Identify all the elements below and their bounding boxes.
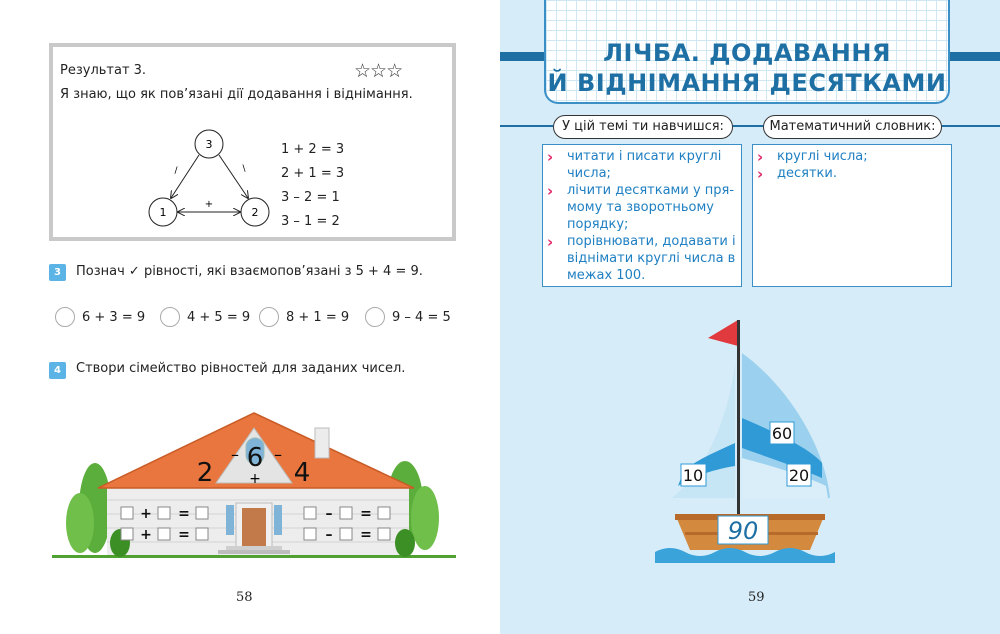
house-plus: +: [249, 471, 261, 487]
house-number-left: 2: [196, 458, 214, 488]
house-illustration: [50, 408, 460, 563]
learn-panel: [542, 144, 742, 287]
op-eq: =: [178, 506, 190, 522]
house-minus-left: –: [231, 445, 239, 464]
sail-number-right: 20: [788, 466, 810, 485]
option-label: 9 – 4 = 5: [392, 309, 451, 325]
chapter-title: [546, 38, 948, 98]
learn-label: У цій темі ти навчишся:: [553, 115, 733, 139]
option-4: [365, 307, 451, 327]
title-stripe-right: [948, 52, 1000, 61]
op-minus: –: [325, 527, 333, 543]
option-label: 6 + 3 = 9: [82, 309, 146, 325]
learn-item: › читати і писати круглі числа;: [543, 148, 741, 182]
result-text: Я знаю, що як пов’язані дії додавання і віднімання.: [60, 87, 413, 102]
sign-left: /: [174, 166, 178, 176]
op-eq: =: [360, 527, 372, 543]
house-number-center: 6: [246, 443, 264, 473]
node-right: 2: [251, 206, 259, 219]
task3-text: Познач ✓ рівності, які взаємопов’язані з 5 + 4 = 9.: [76, 264, 423, 279]
sail-number-top: 60: [771, 424, 793, 443]
title-stripe-left: [500, 52, 546, 61]
dictionary-label: Математичний словник:: [763, 115, 942, 139]
op-minus: –: [325, 506, 333, 522]
rating-stars-icon: ☆☆☆: [354, 60, 403, 82]
page-number-right: 59: [748, 590, 765, 605]
number-triangle-diagram: [140, 125, 280, 231]
chapter-title-line2: Й ВІДНІМАННЯ ДЕСЯТКАМИ: [547, 69, 947, 97]
task-number-badge: 4: [49, 362, 66, 379]
task4-text: Створи сімейство рівностей для заданих чисел.: [76, 361, 406, 376]
sign-bottom: +: [204, 199, 214, 210]
result-title: Результат 3.: [60, 63, 147, 78]
section-line: [942, 125, 1000, 127]
node-top: 3: [205, 138, 213, 151]
learn-item: › лічити десятками у прямому та зворотньому порядку;: [543, 182, 741, 233]
op-eq: =: [360, 506, 372, 522]
hull-number: 90: [727, 517, 759, 545]
sign-right: \: [242, 164, 246, 174]
option-3: [259, 307, 349, 327]
op-plus: +: [140, 527, 152, 543]
option-label: 4 + 5 = 9: [187, 309, 251, 325]
house-minus-right: –: [274, 445, 282, 464]
house-number-right: 4: [293, 458, 311, 488]
dictionary-item: › круглі числа;: [753, 148, 951, 165]
equation: 3 – 2 = 1: [281, 190, 340, 205]
dictionary-panel: [752, 144, 952, 287]
checkbox-circle[interactable]: [55, 307, 75, 327]
equation: 2 + 1 = 3: [281, 166, 345, 181]
learn-item: › порівнювати, додавати і віднімати круглі числа в межах 100.: [543, 233, 741, 284]
task-number-badge: 3: [49, 264, 66, 281]
checkbox-circle[interactable]: [160, 307, 180, 327]
equations-list: [281, 138, 344, 234]
op-plus: +: [140, 506, 152, 522]
sailboat-illustration: [650, 318, 850, 563]
node-left: 1: [159, 206, 167, 219]
op-eq: =: [178, 527, 190, 543]
chapter-title-line1: ЛІЧБА. ДОДАВАННЯ: [603, 39, 891, 67]
equation: 1 + 2 = 3: [281, 142, 345, 157]
checkbox-circle[interactable]: [365, 307, 385, 327]
section-line: [733, 125, 763, 127]
sail-number-left: 10: [682, 466, 704, 485]
equation: 3 – 1 = 2: [281, 214, 340, 229]
page-number-left: 58: [236, 590, 253, 605]
checkbox-circle[interactable]: [259, 307, 279, 327]
option-label: 8 + 1 = 9: [286, 309, 350, 325]
option-1: [55, 307, 145, 327]
option-2: [160, 307, 250, 327]
section-line: [500, 125, 553, 127]
dictionary-item: › десятки.: [753, 165, 951, 182]
